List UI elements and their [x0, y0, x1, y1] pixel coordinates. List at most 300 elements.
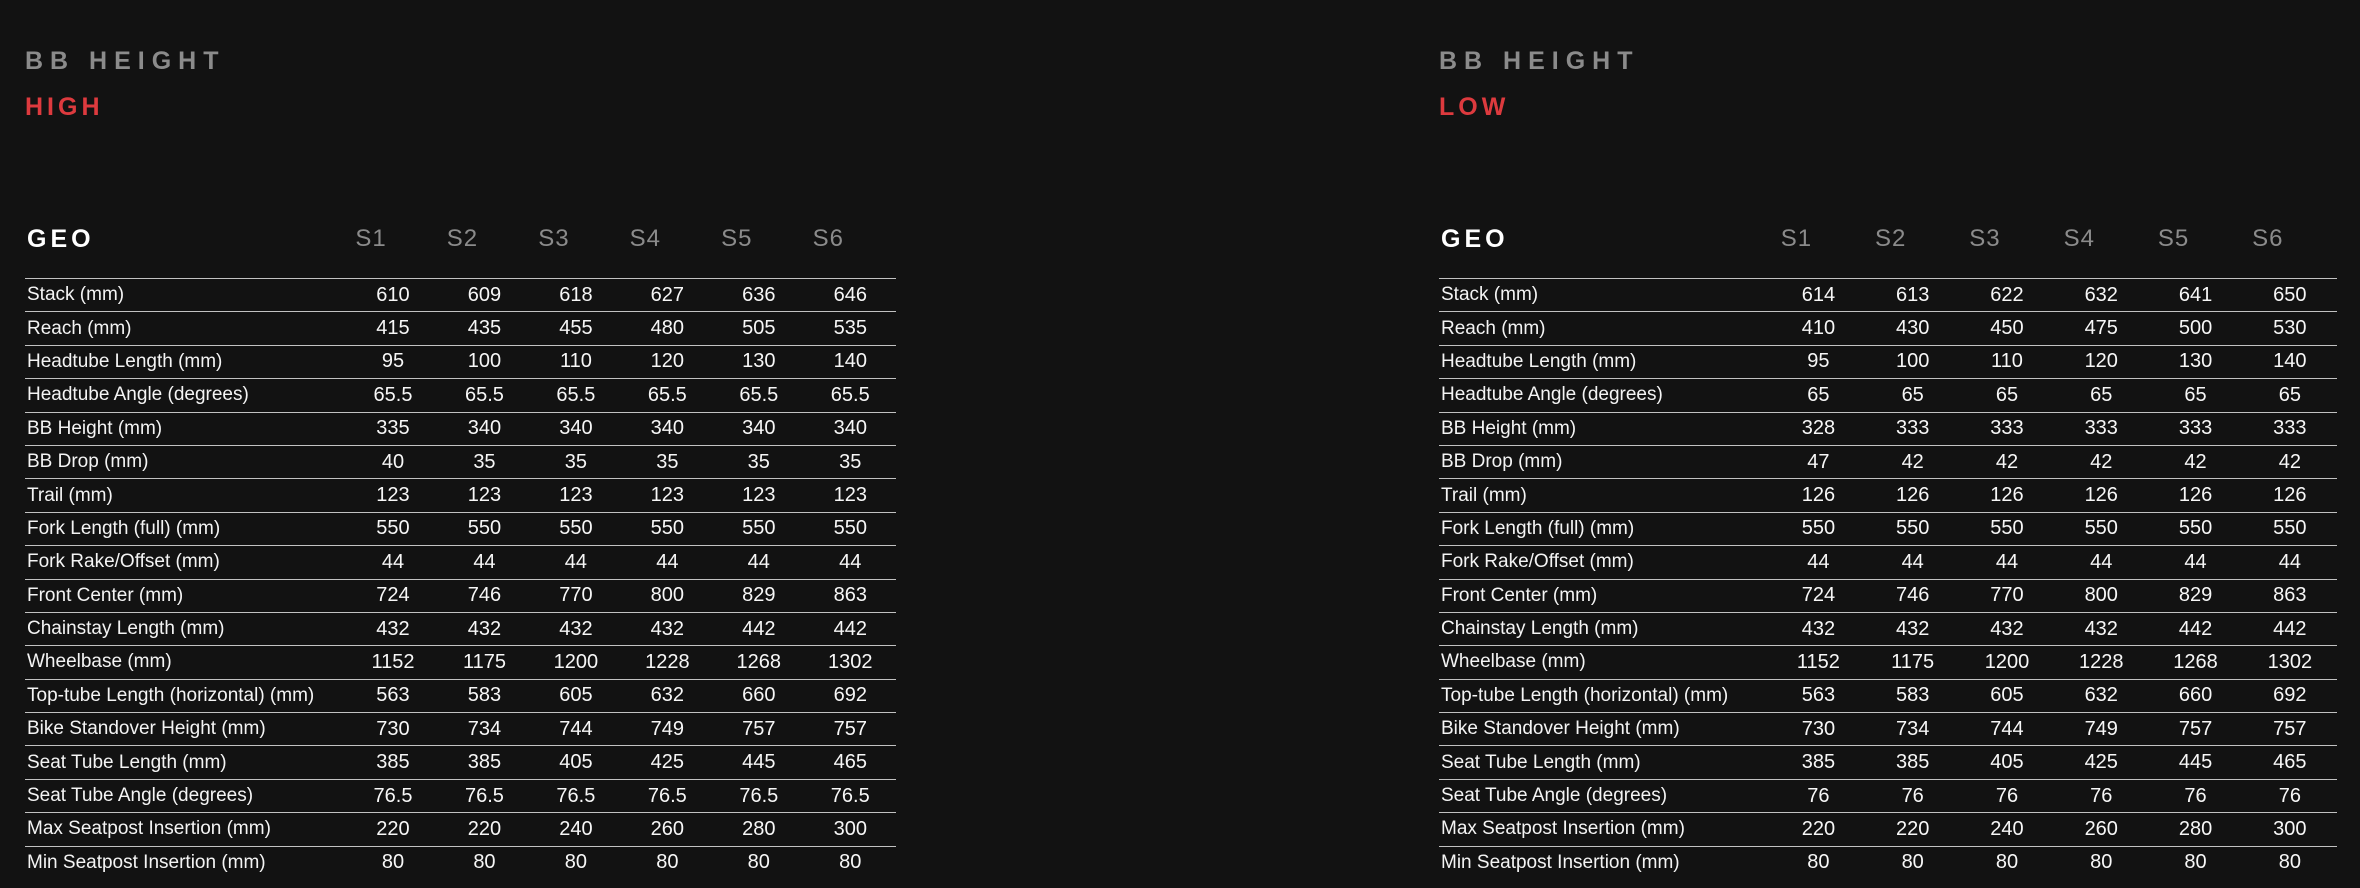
geo-value: 442 — [805, 612, 896, 645]
geo-value: 240 — [530, 813, 621, 846]
geo-table-row — [25, 646, 896, 679]
geo-table-row — [25, 312, 896, 345]
geo-value: 692 — [2243, 679, 2337, 712]
geo-value: 44 — [622, 546, 713, 579]
geo-value: 770 — [1960, 579, 2054, 612]
geo-value: 1152 — [1771, 646, 1865, 679]
geo-table-row — [25, 546, 896, 579]
geo-value: 340 — [439, 412, 530, 445]
geo-value: 80 — [805, 846, 896, 879]
geo-value: 240 — [1960, 813, 2054, 846]
size-column-header: S5 — [721, 225, 753, 252]
geo-value: 126 — [2054, 479, 2148, 512]
geo-row-label: Min Seatpost Insertion (mm) — [25, 846, 347, 879]
geo-value: 605 — [530, 679, 621, 712]
geo-value: 76 — [2054, 779, 2148, 812]
geo-value: 140 — [2243, 345, 2337, 378]
geo-value: 550 — [2054, 512, 2148, 545]
geo-value: 44 — [713, 546, 804, 579]
geo-row-label: Trail (mm) — [25, 479, 347, 512]
geo-value: 100 — [439, 345, 530, 378]
panel-title: BB HEIGHT — [1439, 47, 1640, 75]
geo-value: 800 — [2054, 579, 2148, 612]
geo-row-label: Reach (mm) — [1439, 312, 1771, 345]
geo-table-row — [1439, 579, 2337, 612]
geo-value: 65.5 — [713, 379, 804, 412]
geo-value: 632 — [622, 679, 713, 712]
geo-value: 42 — [2148, 445, 2242, 478]
geo-value: 123 — [713, 479, 804, 512]
geo-value: 435 — [439, 312, 530, 345]
geo-value: 80 — [713, 846, 804, 879]
geo-value: 425 — [622, 746, 713, 779]
geo-value: 1302 — [805, 646, 896, 679]
geo-row-label: BB Drop (mm) — [1439, 445, 1771, 478]
geo-value: 622 — [1960, 279, 2054, 312]
geo-table-row — [25, 779, 896, 812]
geo-table-row — [25, 713, 896, 746]
geo-row-label: Min Seatpost Insertion (mm) — [1439, 846, 1771, 879]
geo-value: 76.5 — [622, 779, 713, 812]
geo-value: 80 — [1866, 846, 1960, 879]
geo-value: 618 — [530, 279, 621, 312]
geo-value: 610 — [347, 279, 438, 312]
geo-value: 100 — [1866, 345, 1960, 378]
geo-value: 465 — [805, 746, 896, 779]
geo-value: 770 — [530, 579, 621, 612]
geo-value: 632 — [2054, 279, 2148, 312]
geo-corner-header: GEO — [1441, 224, 1509, 253]
geo-table-low — [1439, 200, 2337, 879]
geo-value: 650 — [2243, 279, 2337, 312]
geo-table-high — [25, 200, 896, 879]
panel-bb-height-high — [25, 0, 896, 879]
size-column-header: S2 — [446, 225, 479, 252]
geo-value: 432 — [347, 612, 438, 645]
geo-value: 280 — [713, 813, 804, 846]
geo-value: 405 — [530, 746, 621, 779]
geo-value: 480 — [622, 312, 713, 345]
geo-value: 583 — [439, 679, 530, 712]
geo-value: 76 — [1866, 779, 1960, 812]
geo-value: 475 — [2054, 312, 2148, 345]
geo-value: 65.5 — [622, 379, 713, 412]
geo-value: 80 — [1960, 846, 2054, 879]
geo-value: 340 — [713, 412, 804, 445]
geo-value: 442 — [713, 612, 804, 645]
geo-row-label: Front Center (mm) — [25, 579, 347, 612]
geo-value: 300 — [805, 813, 896, 846]
geo-value: 333 — [2243, 412, 2337, 445]
geo-value: 1175 — [1866, 646, 1960, 679]
geo-value: 110 — [530, 345, 621, 378]
geo-value: 660 — [713, 679, 804, 712]
geo-value: 140 — [805, 345, 896, 378]
geo-table-row — [25, 479, 896, 512]
geo-value: 35 — [622, 445, 713, 478]
geo-value: 1302 — [2243, 646, 2337, 679]
geo-row-label: Wheelbase (mm) — [1439, 646, 1771, 679]
geo-row-label: BB Height (mm) — [1439, 412, 1771, 445]
geo-value: 660 — [2148, 679, 2242, 712]
geo-value: 385 — [1866, 746, 1960, 779]
geo-row-label: Stack (mm) — [1439, 279, 1771, 312]
geo-value: 385 — [439, 746, 530, 779]
geo-row-label: Chainstay Length (mm) — [25, 612, 347, 645]
geo-value: 126 — [1960, 479, 2054, 512]
geo-value: 1268 — [713, 646, 804, 679]
geo-table-row — [1439, 746, 2337, 779]
geo-value: 80 — [530, 846, 621, 879]
geo-table-row — [25, 345, 896, 378]
geo-value: 333 — [2148, 412, 2242, 445]
geo-value: 44 — [2148, 546, 2242, 579]
geo-value: 65.5 — [530, 379, 621, 412]
geo-value: 76.5 — [439, 779, 530, 812]
geo-value: 126 — [1771, 479, 1865, 512]
geo-value: 80 — [347, 846, 438, 879]
geo-row-label: Fork Length (full) (mm) — [1439, 512, 1771, 545]
geo-value: 1268 — [2148, 646, 2242, 679]
geo-value: 40 — [347, 445, 438, 478]
geo-value: 445 — [2148, 746, 2242, 779]
geo-value: 734 — [1866, 713, 1960, 746]
geo-value: 829 — [2148, 579, 2242, 612]
geo-value: 123 — [347, 479, 438, 512]
geo-value: 123 — [530, 479, 621, 512]
geo-value: 744 — [530, 713, 621, 746]
geo-value: 126 — [2148, 479, 2242, 512]
geo-table-row — [1439, 546, 2337, 579]
size-column-header: S4 — [629, 225, 662, 252]
geo-value: 500 — [2148, 312, 2242, 345]
geo-table-body — [1439, 279, 2337, 880]
geo-value: 130 — [2148, 345, 2242, 378]
geo-row-label: Fork Rake/Offset (mm) — [1439, 546, 1771, 579]
geo-table-row — [1439, 713, 2337, 746]
geo-value: 432 — [2054, 612, 2148, 645]
geo-value: 340 — [530, 412, 621, 445]
geo-table-row — [1439, 379, 2337, 412]
geo-value: 333 — [1866, 412, 1960, 445]
geo-row-label: Headtube Angle (degrees) — [1439, 379, 1771, 412]
geo-value: 35 — [713, 445, 804, 478]
geo-value: 550 — [439, 512, 530, 545]
geo-table-row — [25, 279, 896, 312]
geo-value: 340 — [622, 412, 713, 445]
geo-value: 730 — [1771, 713, 1865, 746]
geo-row-label: Seat Tube Angle (degrees) — [1439, 779, 1771, 812]
geo-value: 550 — [2243, 512, 2337, 545]
geo-value: 614 — [1771, 279, 1865, 312]
geo-value: 550 — [1960, 512, 2054, 545]
geo-value: 1200 — [530, 646, 621, 679]
geo-table-row — [1439, 512, 2337, 545]
geo-value: 76.5 — [713, 779, 804, 812]
geo-value: 80 — [1771, 846, 1865, 879]
geo-value: 76 — [1960, 779, 2054, 812]
geo-value: 746 — [439, 579, 530, 612]
geo-table-row — [25, 813, 896, 846]
geo-row-label: Fork Rake/Offset (mm) — [25, 546, 347, 579]
geo-value: 445 — [713, 746, 804, 779]
geo-table-row — [1439, 312, 2337, 345]
geo-value: 632 — [2054, 679, 2148, 712]
geo-value: 563 — [347, 679, 438, 712]
geo-value: 120 — [622, 345, 713, 378]
geo-value: 300 — [2243, 813, 2337, 846]
geo-value: 1228 — [622, 646, 713, 679]
geo-row-label: Seat Tube Length (mm) — [1439, 746, 1771, 779]
geo-value: 863 — [805, 579, 896, 612]
geo-value: 550 — [530, 512, 621, 545]
geo-table-row — [1439, 479, 2337, 512]
geo-value: 425 — [2054, 746, 2148, 779]
geo-row-label: BB Height (mm) — [25, 412, 347, 445]
geo-value: 450 — [1960, 312, 2054, 345]
geo-value: 42 — [2243, 445, 2337, 478]
size-column-header: S1 — [355, 225, 387, 252]
panel-title: BB HEIGHT — [25, 47, 226, 75]
geo-value: 80 — [622, 846, 713, 879]
geo-value: 405 — [1960, 746, 2054, 779]
panel-subtitle-low: LOW — [1439, 93, 1510, 121]
geo-row-label: Fork Length (full) (mm) — [25, 512, 347, 545]
geo-value: 35 — [805, 445, 896, 478]
geo-value: 76 — [1771, 779, 1865, 812]
geo-value: 35 — [439, 445, 530, 478]
geo-value: 42 — [2054, 445, 2148, 478]
geo-value: 550 — [805, 512, 896, 545]
geo-row-label: Headtube Angle (degrees) — [25, 379, 347, 412]
geo-value: 126 — [2243, 479, 2337, 512]
geo-value: 76.5 — [530, 779, 621, 812]
geo-value: 65.5 — [439, 379, 530, 412]
geo-value: 110 — [1960, 345, 2054, 378]
geo-value: 442 — [2148, 612, 2242, 645]
geo-value: 65 — [2243, 379, 2337, 412]
geo-value: 455 — [530, 312, 621, 345]
geo-value: 550 — [2148, 512, 2242, 545]
geo-value: 744 — [1960, 713, 2054, 746]
geo-value: 1175 — [439, 646, 530, 679]
geo-value: 432 — [1771, 612, 1865, 645]
geo-value: 749 — [2054, 713, 2148, 746]
geo-table-row — [1439, 345, 2337, 378]
geo-value: 385 — [347, 746, 438, 779]
size-column-header: S1 — [1780, 225, 1813, 252]
geo-value: 1200 — [1960, 646, 2054, 679]
geo-row-label: Chainstay Length (mm) — [1439, 612, 1771, 645]
geo-table-row — [1439, 279, 2337, 312]
geo-value: 432 — [530, 612, 621, 645]
geo-value: 465 — [2243, 746, 2337, 779]
geo-value: 734 — [439, 713, 530, 746]
geo-value: 641 — [2148, 279, 2242, 312]
geo-value: 65 — [2148, 379, 2242, 412]
geo-row-label: Headtube Length (mm) — [25, 345, 347, 378]
size-column-header: S3 — [1969, 225, 2001, 252]
geo-row-label: Front Center (mm) — [1439, 579, 1771, 612]
geo-value: 550 — [347, 512, 438, 545]
size-column-header: S3 — [538, 225, 570, 252]
geo-value: 35 — [530, 445, 621, 478]
geo-value: 609 — [439, 279, 530, 312]
geo-value: 583 — [1866, 679, 1960, 712]
geo-value: 636 — [713, 279, 804, 312]
geo-value: 340 — [805, 412, 896, 445]
geo-value: 65.5 — [805, 379, 896, 412]
geo-value: 749 — [622, 713, 713, 746]
geo-value: 757 — [2243, 713, 2337, 746]
geo-value: 335 — [347, 412, 438, 445]
geo-table-row — [25, 445, 896, 478]
geo-value: 44 — [1960, 546, 2054, 579]
geo-value: 333 — [2054, 412, 2148, 445]
geo-table-row — [25, 746, 896, 779]
size-column-header: S6 — [2252, 225, 2284, 252]
geo-value: 432 — [622, 612, 713, 645]
geo-value: 80 — [2243, 846, 2337, 879]
geo-value: 432 — [439, 612, 530, 645]
geo-row-label: Max Seatpost Insertion (mm) — [25, 813, 347, 846]
size-column-header: S4 — [2063, 225, 2095, 252]
geo-header-row — [1439, 200, 2337, 279]
geo-row-label: Reach (mm) — [25, 312, 347, 345]
geo-row-label: Trail (mm) — [1439, 479, 1771, 512]
size-column-header: S6 — [812, 225, 844, 252]
geo-value: 430 — [1866, 312, 1960, 345]
geo-value: 126 — [1866, 479, 1960, 512]
geo-value: 80 — [439, 846, 530, 879]
geo-value: 550 — [1771, 512, 1865, 545]
geo-header-row — [25, 200, 896, 279]
panel-subtitle-high: HIGH — [25, 93, 104, 121]
geo-row-label: Top-tube Length (horizontal) (mm) — [25, 679, 347, 712]
geo-value: 746 — [1866, 579, 1960, 612]
geo-table-row — [25, 612, 896, 645]
geo-value: 505 — [713, 312, 804, 345]
geo-value: 80 — [2054, 846, 2148, 879]
geo-value: 550 — [622, 512, 713, 545]
geo-value: 530 — [2243, 312, 2337, 345]
geo-value: 220 — [1866, 813, 1960, 846]
geo-value: 724 — [347, 579, 438, 612]
geo-value: 220 — [1771, 813, 1865, 846]
geo-value: 220 — [347, 813, 438, 846]
geo-value: 692 — [805, 679, 896, 712]
geo-table-row — [25, 379, 896, 412]
geo-row-label: Bike Standover Height (mm) — [1439, 713, 1771, 746]
geo-row-label: Top-tube Length (horizontal) (mm) — [1439, 679, 1771, 712]
geo-value: 65 — [2054, 379, 2148, 412]
geo-table-row — [25, 679, 896, 712]
geo-value: 130 — [713, 345, 804, 378]
geo-value: 95 — [347, 345, 438, 378]
geo-value: 605 — [1960, 679, 2054, 712]
geo-value: 730 — [347, 713, 438, 746]
geo-table-row — [1439, 612, 2337, 645]
geo-value: 44 — [439, 546, 530, 579]
geo-value: 42 — [1866, 445, 1960, 478]
geo-value: 280 — [2148, 813, 2242, 846]
geo-value: 76.5 — [805, 779, 896, 812]
geo-table-body — [25, 279, 896, 880]
geo-value: 76 — [2243, 779, 2337, 812]
geo-value: 120 — [2054, 345, 2148, 378]
geo-value: 47 — [1771, 445, 1865, 478]
geo-value: 550 — [713, 512, 804, 545]
geo-value: 44 — [1771, 546, 1865, 579]
geo-value: 123 — [805, 479, 896, 512]
geo-table-row — [25, 512, 896, 545]
geo-value: 829 — [713, 579, 804, 612]
geo-value: 44 — [2243, 546, 2337, 579]
geo-value: 260 — [2054, 813, 2148, 846]
geo-value: 800 — [622, 579, 713, 612]
geo-table-row — [25, 412, 896, 445]
geo-value: 613 — [1866, 279, 1960, 312]
geo-value: 328 — [1771, 412, 1865, 445]
geo-value: 65.5 — [347, 379, 438, 412]
geo-value: 1152 — [347, 646, 438, 679]
geo-table-row — [1439, 646, 2337, 679]
geo-value: 563 — [1771, 679, 1865, 712]
geo-value: 44 — [347, 546, 438, 579]
geo-value: 260 — [622, 813, 713, 846]
geo-value: 415 — [347, 312, 438, 345]
geo-table-row — [25, 846, 896, 879]
geo-value: 442 — [2243, 612, 2337, 645]
geo-value: 80 — [2148, 846, 2242, 879]
geo-value: 333 — [1960, 412, 2054, 445]
geo-row-label: Seat Tube Length (mm) — [25, 746, 347, 779]
geo-table-row — [25, 579, 896, 612]
geo-value: 65 — [1771, 379, 1865, 412]
geo-value: 44 — [1866, 546, 1960, 579]
geo-value: 410 — [1771, 312, 1865, 345]
geo-value: 95 — [1771, 345, 1865, 378]
geo-table-row — [1439, 412, 2337, 445]
geo-table-row — [1439, 445, 2337, 478]
geo-value: 432 — [1866, 612, 1960, 645]
geo-value: 65 — [1866, 379, 1960, 412]
geo-value: 863 — [2243, 579, 2337, 612]
geo-value: 65 — [1960, 379, 2054, 412]
geo-row-label: Bike Standover Height (mm) — [25, 713, 347, 746]
geo-value: 123 — [439, 479, 530, 512]
geo-value: 757 — [805, 713, 896, 746]
geo-row-label: Headtube Length (mm) — [1439, 345, 1771, 378]
geo-row-label: Stack (mm) — [25, 279, 347, 312]
geo-value: 627 — [622, 279, 713, 312]
geo-row-label: Max Seatpost Insertion (mm) — [1439, 813, 1771, 846]
geo-corner-header: GEO — [27, 224, 95, 253]
geo-value: 76.5 — [347, 779, 438, 812]
geo-value: 1228 — [2054, 646, 2148, 679]
geo-value: 535 — [805, 312, 896, 345]
geo-value: 757 — [2148, 713, 2242, 746]
size-column-header: S5 — [2157, 225, 2190, 252]
geo-value: 123 — [622, 479, 713, 512]
geo-value: 646 — [805, 279, 896, 312]
geo-value: 757 — [713, 713, 804, 746]
geo-value: 432 — [1960, 612, 2054, 645]
geo-row-label: Wheelbase (mm) — [25, 646, 347, 679]
geo-value: 44 — [530, 546, 621, 579]
size-column-header: S2 — [1875, 225, 1907, 252]
geo-table-row — [1439, 813, 2337, 846]
